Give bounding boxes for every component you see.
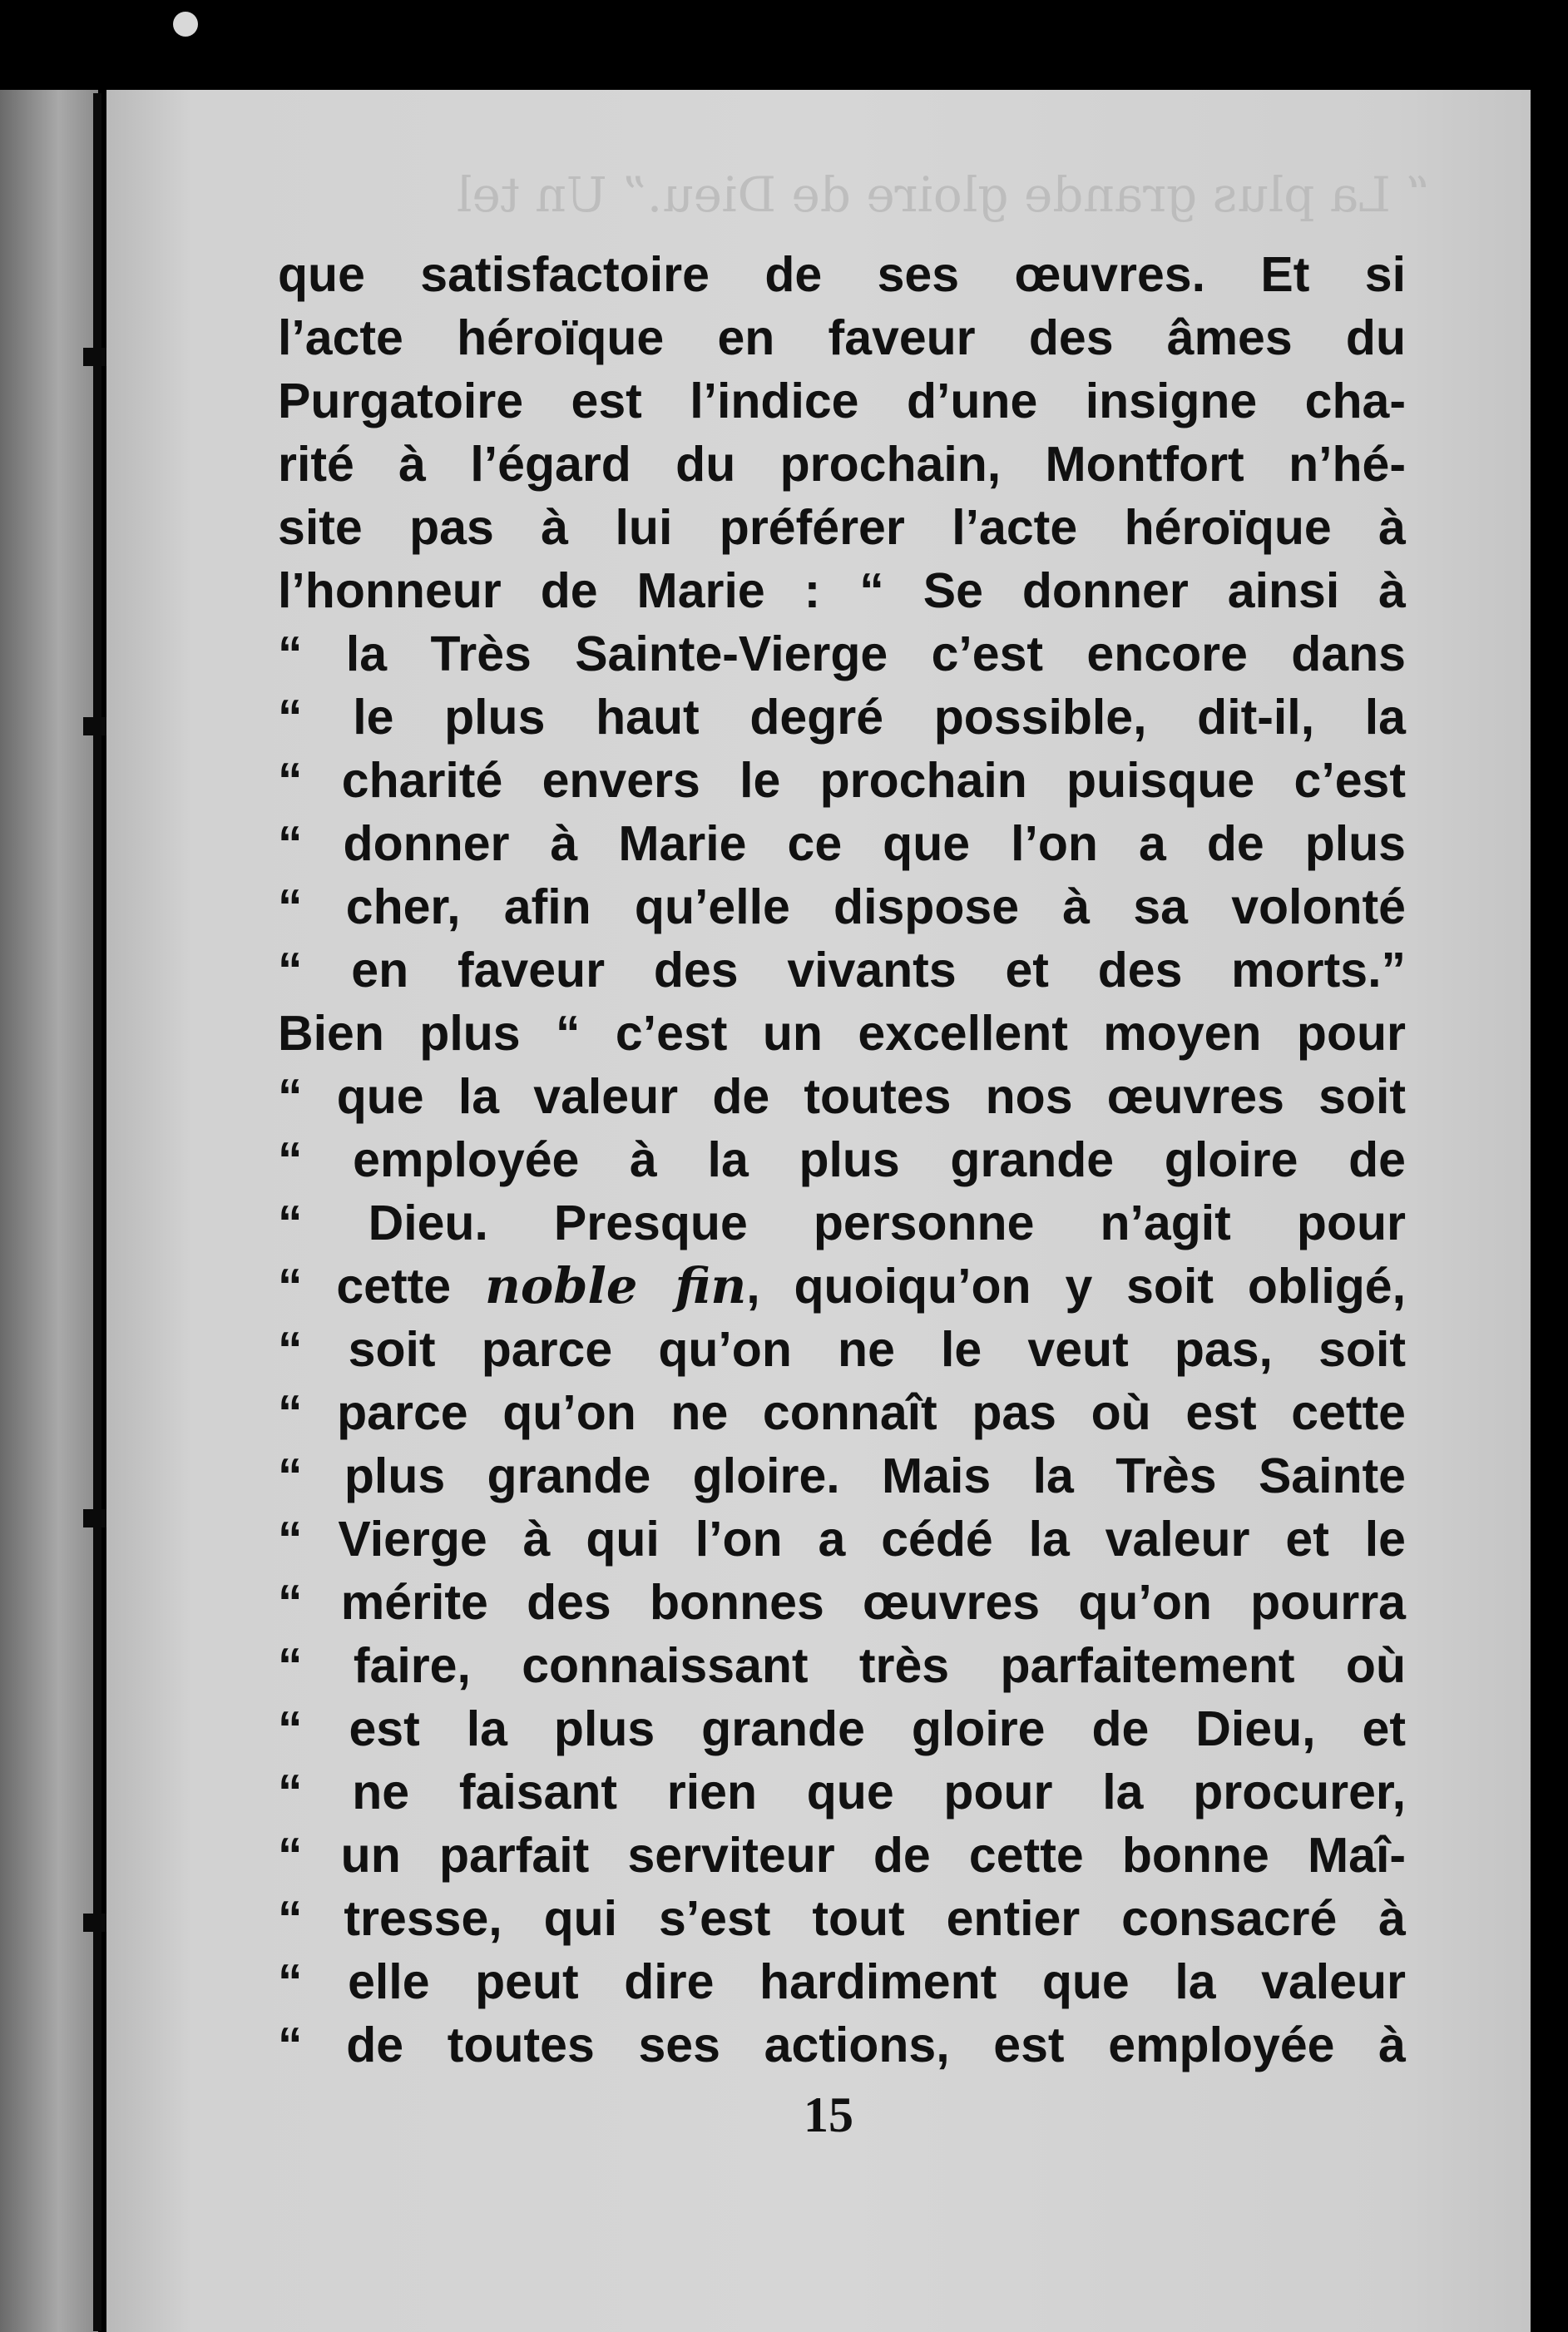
text-line: “ elle peut dire hardiment que la valeur [278, 1954, 1406, 2009]
text-line: “ un parfait serviteur de cette bonne Maî- [278, 1828, 1406, 1883]
text-line: “ parce qu’on ne connaît pas où est cette [278, 1385, 1406, 1440]
text-line [278, 1255, 1406, 1318]
text-line: “ tresse, qui s’est tout entier consacré à [278, 1891, 1406, 1946]
italic-phrase: noble fin [484, 1257, 747, 1315]
text-line: “ faire, connaissant très parfaitement où [278, 1638, 1406, 1693]
scan-artifact-dot [173, 12, 198, 37]
text-line: “ en faveur des vivants et des morts.” [278, 943, 1406, 998]
text-line: Purgatoire est l’indice d’une insigne cha- [278, 374, 1406, 428]
text-line: “ Dieu. Presque personne n’agit pour [278, 1196, 1406, 1250]
text-line-end: , quoiqu’on y soit obligé, [746, 1259, 1406, 1314]
text-line: “ Vierge à qui l’on a cédé la valeur et le [278, 1512, 1406, 1567]
facing-page-edge [0, 90, 98, 2332]
text-line: rité à l’égard du prochain, Montfort n’hé- [278, 437, 1406, 492]
body-text [278, 243, 1406, 2077]
page-number: 15 [804, 2087, 853, 2142]
text-line: “ donner à Marie ce que l’on a de plus [278, 816, 1406, 871]
paragraph-lines-after [278, 1318, 1406, 2077]
text-line: “ cher, afin qu’elle dispose à sa volonté [278, 879, 1406, 934]
text-line-start: “ cette [278, 1259, 485, 1314]
page-right-margin [1531, 90, 1568, 2332]
text-line: “ plus grande gloire. Mais la Très Sainte [278, 1448, 1406, 1503]
bleed-through-text: “ La plus grande gloire de Dieu.” Un tel [456, 166, 1431, 223]
text-line: “ est la plus grande gloire de Dieu, et [278, 1701, 1406, 1756]
text-line: “ mérite des bonnes œuvres qu’on pourra [278, 1575, 1406, 1630]
text-line: “ que la valeur de toutes nos œuvres soit [278, 1069, 1406, 1124]
text-line: “ soit parce qu’on ne le veut pas, soit [278, 1322, 1406, 1377]
text-line: l’honneur de Marie : “ Se donner ainsi à [278, 563, 1406, 618]
text-line: “ la Très Sainte-Vierge c’est encore dans [278, 626, 1406, 681]
text-line: site pas à lui préférer l’acte héroïque à [278, 500, 1406, 555]
text-line: “ employée à la plus grande gloire de [278, 1132, 1406, 1187]
text-line: l’acte héroïque en faveur des âmes du [278, 310, 1406, 365]
text-line: “ le plus haut degré possible, dit-il, la [278, 690, 1406, 745]
text-line: “ de toutes ses actions, est employée à [278, 2018, 1406, 2072]
text-line: que satisfactoire de ses œuvres. Et si [278, 247, 1406, 302]
paragraph-lines-before [278, 243, 1406, 1255]
text-line: Bien plus “ c’est un excellent moyen pour [278, 1006, 1406, 1061]
binding-spine-line [93, 93, 101, 2331]
text-line: “ charité envers le prochain puisque c’est [278, 753, 1406, 808]
text-line: “ ne faisant rien que pour la procurer, [278, 1765, 1406, 1820]
